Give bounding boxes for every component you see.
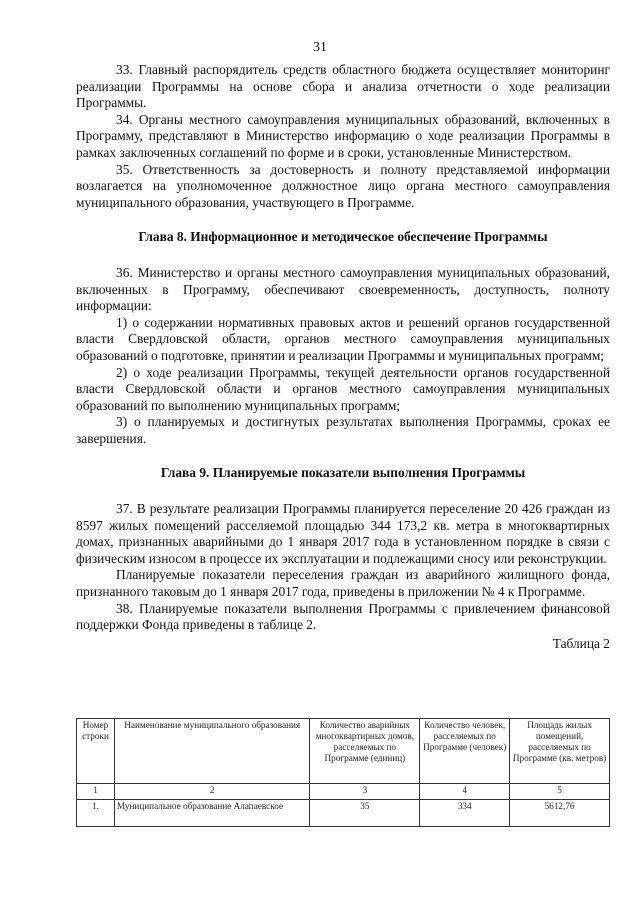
cell-area: 5612,76 [510,800,610,827]
chapter-9-heading: Глава 9. Планируемые показатели выполнения Программы [160,465,526,481]
paragraph-36-item-1: 1) о содержании нормативных правовых актов и решений органов государственной власти Свердловской области, органов местного самоуправления муниципальных образований о подготовке, принятии и реализации Программы и муниципальных программ; [76,314,610,363]
paragraph-33: 33. Главный распорядитель средств областного бюджета осуществляет мониторинг реализации Программы на основе сбора и анализа отчетности о ходе реализации Программы. [76,62,610,111]
paragraph-38: 38. Планируемые показатели выполнения Программы с привлечением финансовой поддержки Фонда приведены в таблице 2. [76,600,610,633]
results-table [76,718,610,827]
column-number-2: 2 [114,784,309,800]
document-body [76,62,610,652]
table-caption: Таблица 2 [552,635,610,651]
column-number-1: 1 [77,784,115,800]
paragraph-36: 36. Министерство и органы местного самоуправления муниципальных образований, включенных в Программу, обеспечивают своевременность, доступность, полноту информации: [76,264,610,314]
header-row-number: Номер строки [77,719,115,784]
cell-people-count: 334 [420,800,510,827]
paragraph-35: 35. Ответственность за достоверность и полноту представляемой информации возлагается на уполномоченное должностное лицо органа местного самоуправления муниципального образования, участвующего в Программе. [76,161,610,210]
paragraph-37: 37. В результате реализации Программы планируется переселение 20 426 граждан из 8597 жилых помещений расселяемой площадью 344 173,2 кв. метра в многоквартирных домах, признанных аварийными до 1 января 2017 года в установленном порядке в связи с физическим износом в процессе их эксплуатации и подлежащими сносу или реконструкции. [76,501,610,566]
paragraph-36-item-2: 2) о ходе реализации Программы, текущей деятельности органов государственной власти Свердловской области и органов местного самоуправления муниципальных образований по выполнению муниципальных программ; [76,364,610,413]
header-people-count: Количество человек, расселяемых по Программе (человек) [420,719,510,784]
paragraph-37-continued: Планируемые показатели переселения граждан из аварийного жилищного фонда, признанного таковым до 1 января 2017 года, приведены в приложении № 4 к Программе. [76,567,610,600]
table-header-row [77,719,610,784]
column-number-4: 4 [420,784,510,800]
cell-row-number: 1. [77,800,115,827]
paragraph-36-item-3: 3) о планируемых и достигнутых результатах выполнения Программы, сроках ее завершения. [76,414,610,446]
chapter-8-heading: Глава 8. Информационное и методическое обеспечение Программы [138,229,548,245]
header-houses-count: Количество аварийных многоквартирных домов, расселяемых по Программе (единиц) [310,719,420,784]
table-row [77,800,610,827]
paragraph-34: 34. Органы местного самоуправления муниципальных образований, включенных в Программу, представляют в Министерство информацию о ходе реализации Программы в рамках заключенных соглашений по форме и в сроки, установленные Министерством. [76,111,610,160]
header-municipality: Наименование муниципального образования [114,719,309,784]
header-area: Площадь жилых помещений, расселяемых по Программе (кв. метров) [510,719,610,784]
table-column-numbers-row [77,784,610,800]
cell-municipality: Муниципальное образование Алапаевское [114,800,309,827]
column-number-5: 5 [510,784,610,800]
cell-houses-count: 35 [310,800,420,827]
page-number: 31 [313,40,327,55]
column-number-3: 3 [310,784,420,800]
